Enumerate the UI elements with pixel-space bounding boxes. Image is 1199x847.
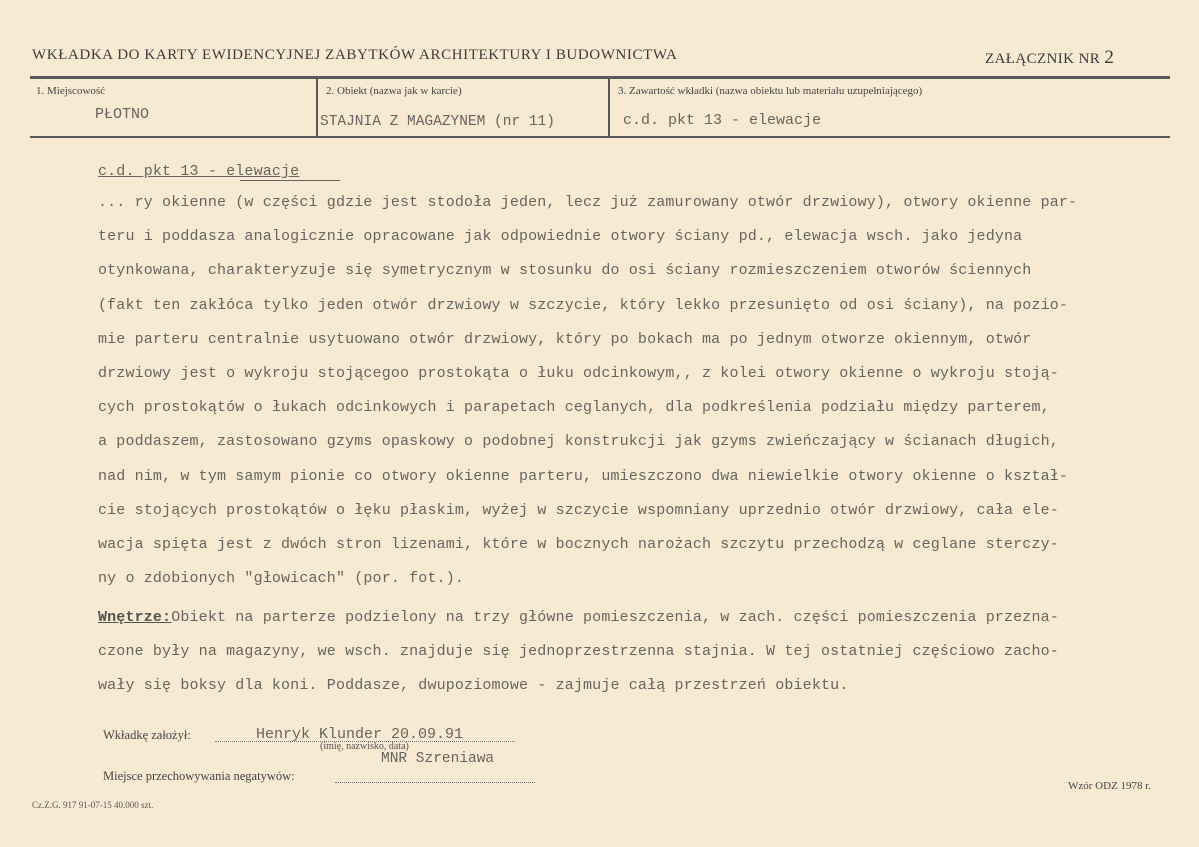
body-line: a poddaszem, zastosowano gzyms opaskowy o podobnej konstrukcji jak gzyms zwieńczający w ścianach długich, [98, 433, 1059, 451]
storage-label: Miejsce przechowywania negatywów: [103, 769, 295, 783]
section-heading: c.d. pkt 13 - elewacje [98, 163, 300, 180]
body-line: ... ry okienne (w części gdzie jest stodoła jeden, lecz już zamurowany otwór drzwiowy), otwory okienne par- [98, 194, 1078, 211]
created-by-value: Henryk Klunder 20.09.91 [256, 726, 464, 743]
body-line: ny o zdobionych "głowicach" (por. fot.). [98, 570, 465, 588]
body-line: drzwiowy jest o wykroju stojącegoo prostokąta o łuku odcinkowym,, z kolei otwory okienne o wykroju stoją- [98, 365, 1059, 382]
body-line: mie parteru centralnie usytuowano otwór drzwiowy, który po bokach ma po jednym otworze okiennym, otwór [98, 330, 1032, 348]
body-line: wacja spięta jest z dwóch stron lizenami, które w bocznych narożach szczytu przechodzą w ceglane sterczy- [98, 536, 1059, 553]
created-by-caption: (imię, nazwisko, data) [320, 741, 409, 752]
object-value: STAJNIA Z MAGAZYNEM (nr 11) [320, 114, 555, 130]
header-bottom-rule [30, 136, 1170, 138]
locality-value: PŁOTNO [95, 106, 150, 123]
object-label: 2. Obiekt (nazwa jak w karcie) [326, 85, 462, 97]
form-title: WKŁADKA DO KARTY EWIDENCYJNEJ ZABYTKÓW ARCHITEKTURY I BUDOWNICTWA [32, 47, 678, 63]
header-divider-2 [608, 78, 610, 136]
annex-number: 2 [1104, 47, 1115, 68]
interior-line-3: wały się boksy dla koni. Poddasze, dwupoziomowe - zajmuje całą przestrzeń obiektu. [98, 677, 849, 694]
locality-label: 1. Miejscowość [36, 85, 106, 97]
annex-label [985, 47, 1114, 69]
body-line: cie stojących prostokątów o łęku płaskim, wyżej w szczycie wspomniany uprzednio otwór drzwiowy, cała ele- [98, 501, 1059, 519]
content-value: c.d. pkt 13 - elewacje [623, 112, 822, 129]
content-label: 3. Zawartość wkładki (nazwa obiektu lub materiału uzupełniającego) [618, 85, 923, 97]
print-info: Cz.Z.G. 917 91-07-15 40.000 szt. [32, 800, 154, 810]
body-line: nad nim, w tym samym pionie co otwory okienne parteru, umieszczono dwa niewielkie otwory okienne o kształ- [98, 467, 1069, 485]
form-model: Wzór ODZ 1978 r. [1068, 780, 1152, 792]
interior-line-1 [98, 609, 1059, 626]
created-by-label: Wkładkę założył: [103, 728, 191, 742]
body-line: (fakt ten zakłóca tylko jeden otwór drzwiowy w szczycie, który lekko przesunięto od osi ściany), na pozio- [98, 296, 1069, 314]
annex-label-text: ZAŁĄCZNIK NR [985, 51, 1101, 67]
interior-line-1-text: Obiekt na parterze podzielony na trzy główne pomieszczenia, w zach. części pomieszczenia przezna- [171, 609, 1059, 626]
body-line: teru i poddasza analogicznie opracowane jak odpowiednie otwory ściany pd., elewacja wsch. jako jedyna [98, 228, 1023, 246]
header-top-rule [30, 76, 1170, 79]
storage-value: MNR Szreniawa [381, 751, 495, 767]
interior-line-2: czone były na magazyny, we wsch. znajduje się jednoprzestrzenna stajnia. W tej ostatniej częściowo zacho- [98, 643, 1059, 660]
body-line: cych prostokątów o łukach odcinkowych i parapetach ceglanych, dla podkreślenia podziału między parterem, [98, 399, 1050, 417]
interior-heading: Wnętrze: [98, 609, 172, 626]
storage-dotted-line [335, 782, 535, 783]
body-line: otynkowana, charakteryzuje się symetrycznym w stosunku do osi ściany rozmieszczeniem otworów ściennych [98, 262, 1032, 280]
heading-underline-extension [240, 180, 340, 181]
header-divider-1 [316, 78, 318, 136]
